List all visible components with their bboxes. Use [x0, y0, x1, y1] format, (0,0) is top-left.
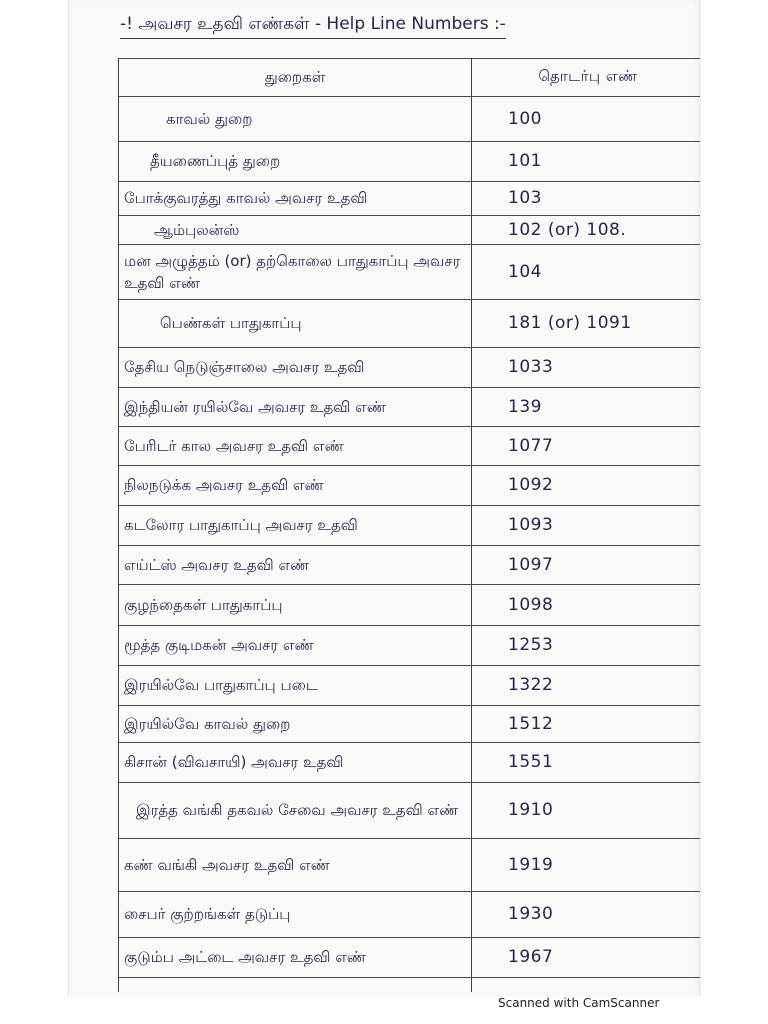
row-department: தேசிய நெடுஞ்சாலை அவசர உதவி [124, 358, 365, 376]
header-contact: தொடர்பு எண் [538, 67, 638, 85]
row-department: போக்குவரத்து காவல் அவசர உதவி [124, 189, 368, 207]
title-text: -! அவசர உதவி எண்கள் - Help Line Numbers :- [120, 14, 506, 39]
row-department: காவல் துறை [166, 109, 253, 128]
row-number: 1512 [508, 713, 554, 734]
row-department: பேரிடர் கால அவசர உதவி எண் [124, 436, 344, 455]
row-number: 1322 [508, 675, 554, 695]
row-department: தீயணைப்புத் துறை [150, 152, 281, 170]
row-number: 139 [508, 396, 542, 417]
row-department: இரயில்வே காவல் துறை [124, 714, 291, 733]
header-department: துறைகள் [264, 68, 326, 86]
row-number: 1093 [508, 515, 554, 535]
row-number: 181 (or) 1091 [508, 313, 632, 333]
row-department: ஆம்புலன்ஸ் [154, 220, 240, 239]
row-department: எய்ட்ஸ் அவசர உதவி எண் [124, 555, 310, 574]
row-number: 103 [508, 188, 542, 208]
row-number: 100 [508, 108, 542, 129]
row-department: நிலநடுக்க அவசர உதவி எண் [124, 476, 324, 494]
row-department: இரயில்வே பாதுகாப்பு படை [124, 676, 318, 694]
row-number: 1253 [508, 635, 554, 655]
row-department: பெண்கள் பாதுகாப்பு [160, 314, 302, 332]
row-number: 101 [508, 151, 542, 171]
row-number: 1077 [508, 435, 554, 456]
row-department: கடலோர பாதுகாப்பு அவசர உதவி [124, 516, 358, 534]
row-number: 1033 [508, 357, 554, 377]
scanner-watermark: Scanned with CamScanner [498, 996, 660, 1010]
row-department: கிசான் (விவசாயி) அவசர உதவி [124, 753, 344, 771]
row-department: குழந்தைகள் பாதுகாப்பு [124, 595, 283, 614]
row-number: 1092 [508, 475, 554, 495]
row-number: 1919 [508, 854, 554, 875]
row-number: 1967 [508, 947, 554, 967]
row-number: 1098 [508, 594, 554, 615]
row-number: 1097 [508, 554, 554, 575]
table-rule [118, 977, 700, 978]
row-department: மன அழுத்தம் (or) தற்கொலை பாதுகாப்பு அவசர உதவி எண் [124, 251, 461, 292]
column-divider [471, 58, 472, 992]
row-number: 104 [508, 261, 542, 282]
row-department: கண் வங்கி அவசர உதவி எண் [124, 855, 330, 874]
row-number: 1551 [508, 752, 554, 772]
page-title [120, 6, 690, 46]
row-department: இந்தியன் ரயில்வே அவசர உதவி எண் [124, 397, 386, 416]
row-department: குடும்ப அட்டை அவசர உதவி எண் [124, 948, 366, 966]
row-department: இரத்த வங்கி தகவல் சேவை அவசர உதவி எண் [136, 801, 459, 819]
row-number: 1910 [508, 800, 554, 820]
row-department: சைபர் குற்றங்கள் தடுப்பு [124, 905, 291, 923]
row-number: 1930 [508, 904, 554, 924]
row-department: மூத்த குடிமகன் அவசர எண் [124, 636, 314, 654]
row-number: 102 (or) 108. [508, 219, 627, 240]
